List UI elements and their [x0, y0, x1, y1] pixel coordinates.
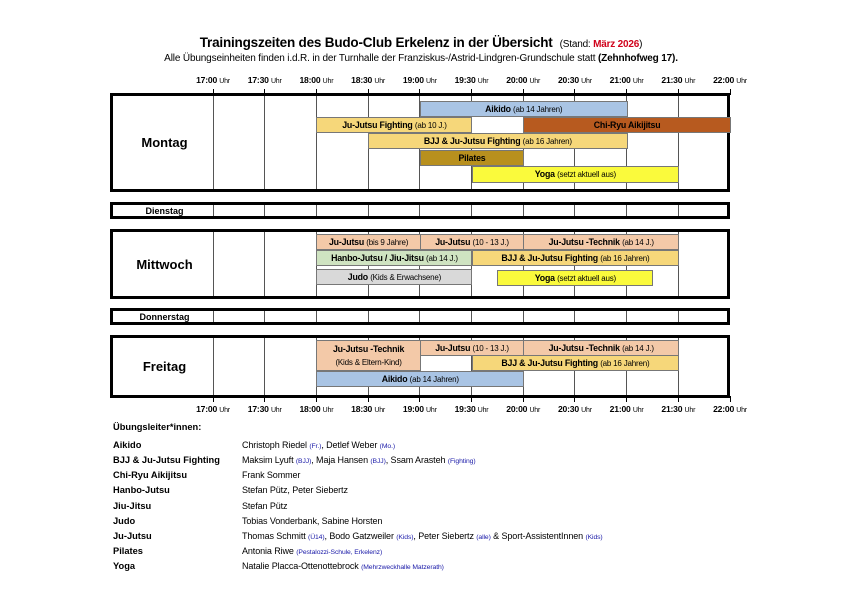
event-subtitle: (10 - 13 J.): [472, 237, 509, 247]
time-tick: [471, 396, 472, 402]
trainer-note: (Fr.): [309, 442, 322, 450]
trainer-text: Stefan Pütz, Peter Siebertz: [242, 485, 348, 496]
time-tick: [574, 396, 575, 402]
grid-line: [316, 205, 317, 216]
trainer-text: , Detlef Weber: [321, 439, 380, 450]
time-tick-label: [248, 404, 282, 414]
time-unit: Uhr: [374, 78, 386, 85]
time-tick: [213, 396, 214, 402]
event-label: [333, 344, 404, 354]
event-subtitle: (setzt aktuell aus): [557, 170, 616, 180]
schedule-event[interactable]: [523, 117, 731, 133]
event-subtitle: (ab 14 J.): [622, 237, 654, 247]
trainer-text: , Peter Siebertz: [413, 530, 477, 541]
time-unit: Uhr: [477, 407, 489, 414]
trainer-note: (alle): [476, 533, 491, 541]
grid-line: [368, 311, 369, 322]
discipline-name: Hanbo-Jutsu: [113, 485, 170, 496]
day-row-montag: [110, 93, 730, 192]
subtitle-text: Alle Übungseinheiten finden i.d.R. in der Turnhalle der Franziskus-/Astrid-Lindgren-Grundschule statt: [164, 53, 598, 64]
schedule-event[interactable]: [368, 133, 628, 149]
discipline-name: Yoga: [113, 561, 136, 572]
event-label: [329, 237, 408, 247]
schedule-event[interactable]: [523, 340, 679, 356]
time-tick: [678, 396, 679, 402]
time-tick-label: [558, 75, 592, 85]
grid-line: [368, 205, 369, 216]
title-text: Trainingszeiten des Budo-Club Erkelenz in der Übersicht: [199, 35, 553, 50]
time-tick: [626, 396, 627, 402]
grid-line: [678, 311, 679, 322]
day-row-mittwoch: [110, 229, 730, 299]
day-label: Freitag: [142, 359, 187, 374]
time-unit: Uhr: [736, 78, 747, 85]
trainer-row: [113, 559, 603, 574]
trainer-text: Frank Sommer: [242, 470, 301, 481]
schedule-event[interactable]: [316, 250, 472, 266]
trainer-text: & Sport-AssistentInnen: [490, 530, 586, 541]
trainer-row: [113, 483, 603, 498]
time-tick: [316, 396, 317, 402]
trainer-note: (Mo.): [379, 442, 396, 450]
time-unit: Uhr: [581, 407, 592, 414]
event-name: Ju-Jutsu: [435, 342, 471, 353]
event-label: [348, 272, 441, 282]
time-tick-label: [713, 404, 747, 414]
time-tick: [730, 396, 731, 402]
time-unit: Uhr: [270, 407, 282, 414]
subtitle: [0, 53, 842, 64]
time-tick-label: [403, 404, 437, 414]
day-label: Donnerstag: [139, 311, 190, 322]
time-unit: Uhr: [632, 407, 644, 414]
time-value: 17:30: [247, 404, 269, 414]
time-tick-label: [248, 75, 282, 85]
event-subtitle: (Kids & Eltern-Kind): [335, 357, 402, 367]
event-name: Aikido: [485, 103, 511, 114]
schedule-event[interactable]: [420, 340, 524, 356]
trainer-names: [242, 501, 287, 511]
event-label: [501, 253, 649, 263]
trainer-text: Tobias Vonderbank, Sabine Horsten: [242, 515, 383, 526]
grid-line: [264, 96, 265, 189]
trainer-row: [113, 452, 603, 467]
time-unit: Uhr: [684, 78, 696, 85]
event-label: [435, 237, 509, 247]
event-label: [594, 120, 661, 130]
time-unit: Uhr: [684, 407, 696, 414]
event-name: Hanbo-Jutsu / Jiu-Jitsu: [331, 252, 424, 263]
schedule-event[interactable]: [523, 234, 679, 250]
time-value: 17:00: [196, 75, 218, 85]
grid-line: [523, 311, 524, 322]
event-label: [331, 253, 458, 263]
discipline-name: Judo: [113, 515, 136, 526]
discipline-name: Aikido: [113, 439, 142, 450]
time-unit: Uhr: [426, 407, 437, 414]
event-subtitle: (ab 16 Jahren): [600, 358, 650, 368]
schedule-event[interactable]: [316, 234, 420, 250]
event-name: Ju-Jutsu -Technik: [548, 236, 620, 247]
trainer-note: (BJJ): [295, 457, 312, 465]
time-tick-label: [506, 75, 540, 85]
event-label: [485, 104, 562, 114]
schedule-event[interactable]: [420, 234, 524, 250]
trainer-names: [242, 485, 348, 495]
time-value: 18:00: [299, 404, 321, 414]
grid-line: [264, 311, 265, 322]
day-label: Montag: [141, 135, 188, 150]
schedule-event[interactable]: [316, 340, 420, 371]
event-name: Ju-Jutsu -Technik: [332, 343, 405, 354]
day-row-dienstag: [110, 202, 730, 219]
time-value: 21:00: [609, 75, 631, 85]
trainer-note: (Kids): [585, 533, 603, 541]
event-subtitle: (ab 16 Jahren): [600, 253, 650, 263]
time-tick-label: [610, 404, 644, 414]
day-label: Dienstag: [145, 205, 184, 216]
trainer-note: (Pestalozzi-Schule, Erkelenz): [296, 549, 383, 557]
time-value: 20:30: [557, 75, 579, 85]
event-subtitle: (ab 14 J.): [622, 343, 654, 353]
time-tick-label: [196, 404, 230, 414]
time-tick: [523, 396, 524, 402]
time-value: 19:00: [402, 404, 424, 414]
event-name: BJJ & Ju-Jutsu Fighting: [501, 357, 598, 368]
time-unit: Uhr: [219, 78, 230, 85]
event-label: [424, 136, 572, 146]
event-name: Ju-Jutsu: [435, 236, 471, 247]
grid-line: [678, 205, 679, 216]
time-tick-label: [661, 404, 695, 414]
time-tick-label: [610, 75, 644, 85]
time-value: 19:00: [402, 75, 424, 85]
trainer-note: (Ü14): [308, 533, 325, 541]
time-value: 18:30: [351, 404, 373, 414]
discipline-name: Chi-Ryu Aikijitsu: [113, 470, 188, 481]
time-unit: Uhr: [426, 78, 437, 85]
grid-line: [523, 205, 524, 216]
day-row-donnerstag: [110, 308, 730, 325]
schedule-event[interactable]: [497, 270, 653, 286]
time-value: 17:30: [247, 75, 269, 85]
event-name: Judo: [347, 271, 368, 282]
time-tick-label: [299, 404, 333, 414]
page-title: [0, 35, 842, 50]
time-value: 21:30: [661, 75, 683, 85]
event-subtitle: (ab 10 J.): [414, 120, 447, 130]
trainer-text: Antonia Riwe: [242, 546, 297, 557]
trainer-text: Stefan Pütz: [242, 500, 288, 511]
trainer-names: [242, 470, 300, 480]
time-unit: Uhr: [374, 407, 386, 414]
event-label: [549, 237, 654, 247]
time-tick-label: [455, 404, 489, 414]
event-label: [535, 273, 616, 283]
trainer-text: Natalie Placca-Ottenottebrock: [242, 561, 362, 572]
time-unit: Uhr: [529, 78, 541, 85]
trainer-note: (Fighting): [447, 457, 476, 465]
stand-note: [560, 39, 643, 50]
schedule-event[interactable]: [420, 101, 628, 117]
trainer-row: [113, 544, 603, 559]
event-subtitle: (ab 14 Jahren): [409, 374, 459, 384]
trainer-row: [113, 528, 603, 543]
event-subtitle: (10 - 13 J.): [472, 343, 509, 353]
trainer-names: [242, 531, 603, 541]
time-tick-label: [558, 404, 592, 414]
time-tick: [264, 396, 265, 402]
trainer-row: [113, 498, 603, 513]
grid-line: [626, 205, 627, 216]
trainer-text: Thomas Schmitt: [242, 530, 309, 541]
grid-line: [264, 205, 265, 216]
trainer-row: [113, 468, 603, 483]
trainer-text: , Bodo Gatzweiler: [324, 530, 397, 541]
stand-date: März 2026: [593, 39, 640, 50]
event-subtitle: (setzt aktuell aus): [557, 273, 616, 283]
time-value: 22:00: [713, 404, 735, 414]
trainers-heading: Übungsleiter*innen:: [113, 422, 202, 432]
trainer-names: [242, 561, 444, 571]
trainer-text: Maksim Lyuft: [242, 454, 296, 465]
event-name: BJJ & Ju-Jutsu Fighting: [501, 252, 598, 263]
schedule-event[interactable]: [472, 355, 680, 371]
day-row-freitag: [110, 335, 730, 398]
time-tick-label: [661, 75, 695, 85]
event-label: [435, 343, 509, 353]
event-name: Ju-Jutsu -Technik: [548, 342, 620, 353]
time-tick-label: [403, 75, 437, 85]
time-tick-label: [299, 75, 333, 85]
time-unit: Uhr: [322, 78, 334, 85]
event-subtitle: (bis 9 Jahre): [366, 237, 409, 247]
trainer-text: Christoph Riedel: [242, 439, 310, 450]
event-subtitle: (ab 16 Jahren): [522, 136, 572, 146]
trainer-names: [242, 516, 382, 526]
time-unit: Uhr: [219, 407, 230, 414]
discipline-name: Ju-Jutsu: [113, 530, 152, 541]
schedule-event[interactable]: [420, 150, 524, 166]
grid-line: [316, 311, 317, 322]
grid-line: [419, 205, 420, 216]
time-tick-label: [351, 404, 385, 414]
time-value: 19:30: [454, 404, 476, 414]
event-name: Pilates: [458, 152, 486, 163]
event-name: Ju-Jutsu Fighting: [342, 119, 413, 130]
time-value: 20:30: [557, 404, 579, 414]
event-name: Ju-Jutsu: [328, 236, 365, 247]
schedule-event[interactable]: [316, 371, 524, 387]
event-name: Yoga: [534, 272, 555, 283]
discipline-name: Jiu-Jitsu: [113, 500, 152, 511]
time-unit: Uhr: [581, 78, 592, 85]
trainer-text: , Maja Hansen: [311, 454, 371, 465]
time-value: 21:30: [661, 404, 683, 414]
time-tick: [368, 396, 369, 402]
event-label: [382, 374, 459, 384]
time-value: 22:00: [713, 75, 735, 85]
grid-line: [264, 232, 265, 296]
grid-line: [574, 311, 575, 322]
time-tick-label: [713, 75, 747, 85]
schedule-event[interactable]: [316, 117, 472, 133]
event-label: [535, 169, 616, 179]
discipline-name: BJJ & Ju-Jutsu Fighting: [113, 454, 220, 465]
trainer-row: [113, 513, 603, 528]
event-name: BJJ & Ju-Jutsu Fighting: [423, 135, 521, 146]
event-label: [459, 153, 486, 163]
event-name: Yoga: [534, 169, 555, 180]
time-value: 17:00: [196, 404, 218, 414]
grid-line: [471, 205, 472, 216]
time-value: 18:30: [351, 75, 373, 85]
time-unit: Uhr: [529, 407, 541, 414]
stand-prefix: (Stand:: [559, 39, 594, 50]
event-subtitle: (Kids & Erwachsene): [370, 272, 442, 282]
time-unit: Uhr: [736, 407, 747, 414]
schedule-event[interactable]: [472, 166, 680, 183]
trainer-note: (BJJ): [370, 457, 386, 465]
time-unit: Uhr: [270, 78, 282, 85]
time-unit: Uhr: [477, 78, 489, 85]
time-tick-label: [351, 75, 385, 85]
event-label: [549, 343, 654, 353]
grid-line: [574, 205, 575, 216]
time-tick: [419, 396, 420, 402]
day-label: Mittwoch: [136, 256, 193, 272]
stand-suffix: ): [639, 39, 643, 50]
schedule-event[interactable]: [472, 250, 680, 266]
time-tick-label: [196, 75, 230, 85]
time-unit: Uhr: [322, 407, 334, 414]
event-name: Aikido: [381, 373, 408, 384]
event-label: [342, 120, 446, 130]
time-value: 21:00: [609, 404, 631, 414]
time-tick-label: [455, 75, 489, 85]
event-subtitle: (ab 14 J.): [426, 253, 458, 263]
time-value: 19:30: [454, 75, 476, 85]
discipline-name: Pilates: [113, 546, 143, 557]
event-name: Chi-Ryu Aikijitsu: [593, 119, 661, 130]
time-value: 20:00: [506, 404, 528, 414]
event-subtitle: (ab 14 Jahren): [513, 104, 563, 114]
trainers-list: [113, 422, 603, 574]
grid-line: [471, 311, 472, 322]
schedule-event[interactable]: [316, 269, 472, 285]
time-value: 20:00: [506, 75, 528, 85]
grid-line: [626, 311, 627, 322]
trainer-note: (Mehrzweckhalle Matzerath): [361, 564, 444, 572]
trainer-names: [242, 455, 476, 465]
subtitle-address: (Zehnhofweg 17).: [598, 53, 678, 64]
time-tick-label: [506, 404, 540, 414]
trainer-names: [242, 440, 395, 450]
trainer-row: [113, 437, 603, 452]
trainer-text: , Ssam Arasteh: [385, 454, 448, 465]
trainer-names: [242, 546, 382, 556]
trainer-note: (Kids): [396, 533, 414, 541]
grid-line: [316, 96, 317, 189]
time-value: 18:00: [299, 75, 321, 85]
grid-line: [264, 338, 265, 395]
time-unit: Uhr: [632, 78, 644, 85]
grid-line: [419, 311, 420, 322]
event-label: [501, 358, 649, 368]
